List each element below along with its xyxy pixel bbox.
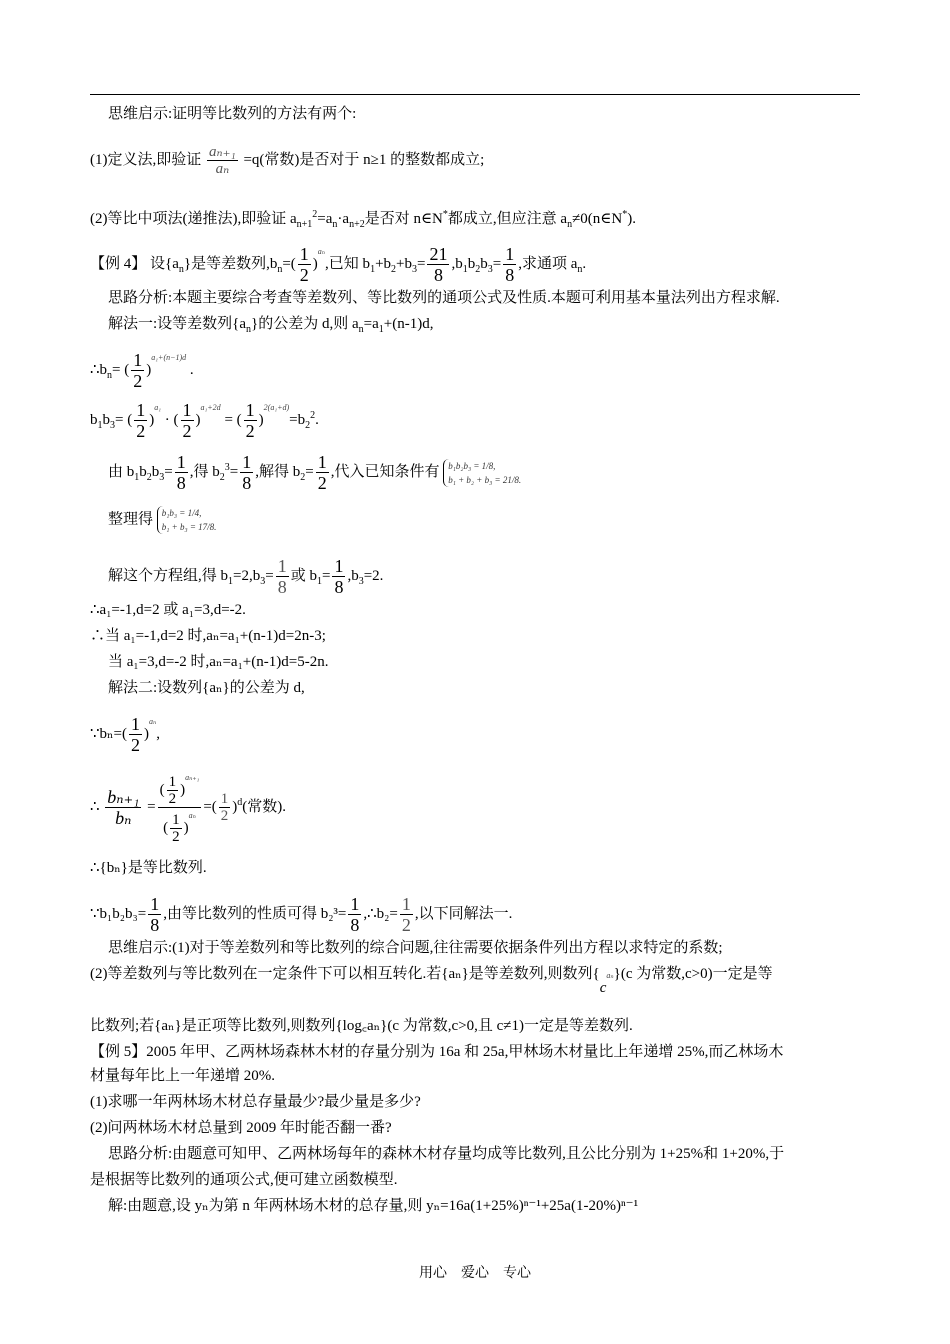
example-4: 【例 4】 设$\{a_n\}$是等差数列$,b_n=$( $\frac{1}{2}$ )$^{a_n}$,已知 $b_1+b_2+b_3=$ $\frac{21}{8}$ $,b_1b_2b_3=$ $\frac{1}{8}$ ,求通项 $a_n$. [90, 244, 587, 286]
case-1: ∴当 a₁=-1,d=2 时,aₙ=a₁+(n-1)d=2n-3; [90, 628, 326, 644]
analysis-ex5: 思路分析:由题意可知甲、乙两林场每年的森林木材存量均成等比数列,且公比分别为 1+25%和 1+20%,于 [108, 1146, 785, 1162]
question-2: (2)问两林场木材总量到 2009 年时能否翻一番? [90, 1120, 392, 1136]
example-5-cont: 材量每年比上一年递增 20%. [90, 1068, 275, 1084]
ratio-fraction: $\frac{\text{aₙ₊₁}}{\text{aₙ}}$ [209, 144, 236, 177]
geometric-mean-method: (2)等比中项法(递推法),即验证 $a_{n+1}^2=a_n\cdot a_{n+2}$是否对 n∈N*都成立,但应注意 $a_n\ne 0(n\in N^*)$. [90, 209, 636, 230]
equation-system-1: b₁b₂b₃ = 1/8, b₁ + b₂ + b₃ = 21/8. [443, 459, 525, 487]
thinking-hint-1: 思维启示:证明等比数列的方法有两个: [108, 106, 357, 122]
conversion-line: (2)等差数列与等比数列在一定条件下可以相互转化.若{aₙ}是等差数列,则数列$\{c^{a_n}\}(c$ 为常数,c>0)一定是等 [90, 966, 773, 996]
conversion-line-2: 比数列;若{aₙ}是正项等比数列,则数列{log꜀aₙ}(c 为常数,c>0,且 c≠1)一定是等差数列. [90, 1018, 633, 1034]
question-1: (1)求哪一年两林场木材总存量最少?最少量是多少? [90, 1094, 421, 1110]
is-geometric: ∴{bₙ}是等比数列. [90, 860, 207, 876]
b1b3-product: $b_1b_3=$ ( $\frac{1}{2}$ )$^{a_1}$ · ( $\frac{1}{2}$ )$^{a_1+2d}$ = ( $\frac{1}{2}$ )$^{2(a_1+d)}=b_2^2$. [90, 400, 319, 442]
solution-2-intro: 解法二:设数列{aₙ}的公差为 d, [108, 680, 305, 696]
rearranged-line: 整理得 b₁b₃ = 1/4, b₁ + b₃ = 17/8. [108, 506, 220, 534]
bn-def-2: ∵bₙ=( $\frac{1}{2}$ )$^{a_n}$, [90, 714, 160, 756]
substitution-line: 由 $b_1b_2b_3=$ $\frac{1}{8}$ ,得 $b_2^3=$ $\frac{1}{8}$ ,解得 $b_2=$ $\frac{1}{2}$ ,代入已知条件有 b₁b₂b₃ = 1/8, b₁ + b₂ + b₃ = 21/8. [108, 452, 525, 493]
solution-ex5: 解:由题意,设 yₙ为第 n 年两林场木材的总存量,则 yₙ=16a(1+25%)ⁿ⁻¹+25a(1-20%)ⁿ⁻¹ [108, 1198, 639, 1214]
page-footer: 用心 爱心 专心 [419, 1266, 531, 1281]
analysis-ex4: 思路分析:本题主要综合考查等差数列、等比数列的通项公式及性质.本题可利用基本量法列出方程求解. [108, 290, 780, 306]
ratio-derivation: ∴ $\frac{\text{bₙ₊₁}}{\text{bₙ}}$ = ( $\frac{1}{2}$ )$^{a_{n+1}}$ ( $\frac{1}{2}$ )$^{a_n}$ =( $\frac{1}{2}$ )$^d$(常数). [90, 770, 286, 845]
equation-system-2: b₁b₃ = 1/4, b₁ + b₃ = 17/8. [157, 506, 221, 534]
a1-d-values: ∴a₁=-1,d=2 或 a₁=3,d=-2. [90, 602, 246, 618]
definition-method: (1)定义法,即验证 $\frac{\text{aₙ₊₁}}{\text{aₙ}}$ =q(常数)是否对于 n≥1 的整数都成立; [90, 144, 485, 177]
analysis-ex5-cont: 是根据等比数列的通项公式,便可建立函数模型. [90, 1172, 398, 1188]
case-2: 当 a₁=3,d=-2 时,aₙ=a₁+(n-1)d=5-2n. [108, 654, 329, 670]
example-5: 【例 5】2005 年甲、乙两林场森林木材的存量分别为 16a 和 25a,甲林场木材量比上年递增 25%,而乙林场木 [90, 1044, 784, 1060]
header-rule [90, 94, 860, 95]
thinking-hint-2: 思维启示:(1)对于等差数列和等比数列的综合问题,往往需要依据条件列出方程以求特定的系数; [108, 940, 723, 956]
solve-system: 解这个方程组,得 $b_1=2,b_3=$ $\frac{1}{8}$ 或 $b_1=$ $\frac{1}{8}$ $,b_3=2$. [108, 556, 384, 597]
solution-1-intro: 解法一:设等差数列$\{a_n\}$的公差为 d,则 $a_n=a_1+(n-1)d$, [108, 316, 434, 335]
bn-formula: $\therefore b_n=$ ( $\frac{1}{2}$ )$^{a_1+(n-1)d}$ . [90, 350, 194, 392]
geometric-property: ∵b₁b₂b₃= $\frac{1}{8}$ ,由等比数列的性质可得 b₂³= $\frac{1}{8}$ ,∴b₂= $\frac{1}{2}$ ,以下同解法一. [90, 894, 513, 935]
